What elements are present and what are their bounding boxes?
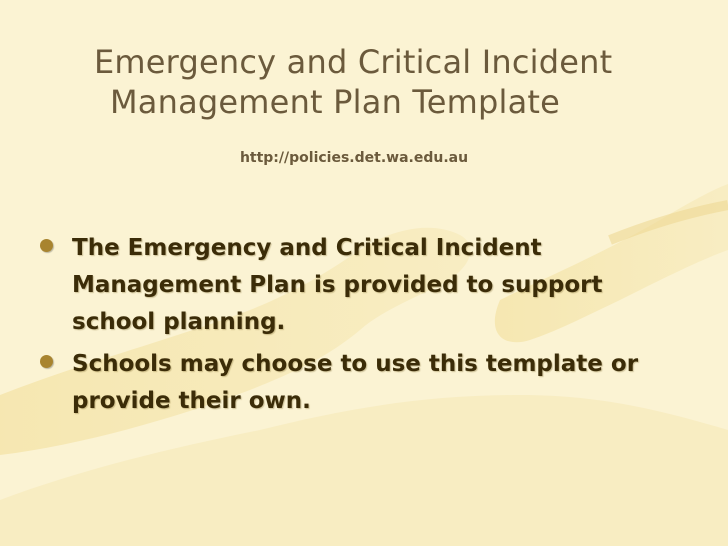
source-url-text: http://policies.det.wa.edu.au [239,150,469,166]
bullet-item [34,230,674,341]
bullet-1-line-2: Management Plan is provided to support [72,272,603,298]
bullet-2-line-1: Schools may choose to use this template or [72,351,639,377]
slide-title-line-2: Management Plan Template [110,83,561,121]
slide-title-line-1: Emergency and Critical Incident [94,43,613,81]
bullet-dot-icon [40,239,53,252]
bullet-dot-icon [40,355,53,368]
bullet-1-line-1: The Emergency and Critical Incident [72,235,542,261]
bullet-2-line-2: provide their own. [72,388,311,414]
bullet-1-line-3: school planning. [72,309,286,335]
bullet-list [34,230,674,420]
slide-title [88,42,648,122]
bullet-item [34,346,674,420]
source-url [0,150,728,166]
